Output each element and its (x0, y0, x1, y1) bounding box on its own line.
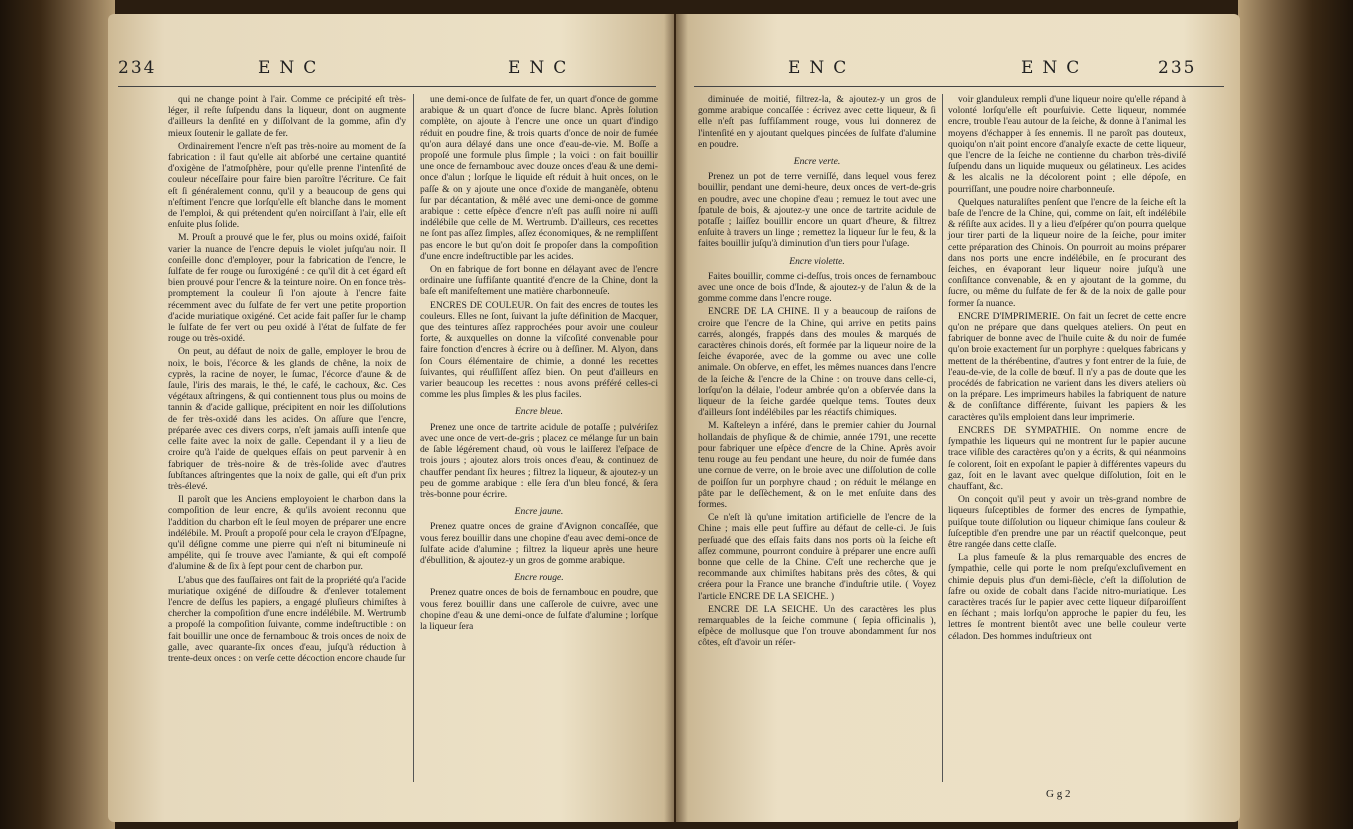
header-rule (694, 86, 1224, 87)
paragraph: ENCRE DE LA CHINE. Il y a beaucoup de raiſons de croire que l'encre de la Chine, qui arrive en petits pains carrés, alongés, frappés dans des moules & marqués de caractères chinois dorés, eſt formée par la liqueur noire de la ſeiche évaporée, avec de la gomme ou avec une colle animale. On obſerve, en effet, les mêmes nuances dans l'encre de la ſeiche & l'encre de la Chine : on trouve dans celle-ci, lorſqu'on la délaie, l'odeur ambrée qu'on a obſervée dans la liqueur de la ſeiche gardée quelque tems. Toutes deux d'ailleurs ſont indélébiles par les réactifs chimiques. (698, 306, 936, 419)
paragraph: Prenez quatre onces de graine d'Avignon concaſſée, que vous ferez bouillir dans une chopine d'eau avec demi-once de ſulfate acide d'alumine ; filtrez la liqueur après une heure d'ébullition, & ajoutez-y un gros de gomme arabique. (420, 521, 658, 566)
right-page (676, 14, 1240, 822)
paragraph: Prenez quatre onces de bois de fernambouc en poudre, que vous ferez bouillir dans une caſſerole de cuivre, avec une chopine d'eau & une demi-once de ſulfate d'alumine ; lorſque la liqueur ſera (420, 587, 658, 632)
paragraph: Prenez une once de tartrite acidule de potaſſe ; pulvériſez avec une once de vert-de-gris ; placez ce mélange ſur un bain de ſable légérement chaud, où vous le laiſſerez l'eſpace de trois jours ; ajoutez alors trois onces d'eau, & continuez de chauffer pendant ſix heures ; filtrez la liqueur, & ajoutez-y un peu de gomme arabique : elle ſera d'un bleu foncé, & ſera très-bonne pour écrire. (420, 421, 658, 500)
header-rule (118, 86, 656, 87)
text-column (948, 94, 1186, 644)
paragraph: Ce n'eſt là qu'une imitation artificielle de l'encre de la Chine ; mais elle peut ſuffire au défaut de celle-ci. Je ſuis perſuadé que des eſſais faits dans nos ports où la ſeiche eſt aſſez commune, pourront conduire à préparer une encre auſſi bonne que celle de la Chine. C'eſt une recherche que je recommande aux chimiſtes habitans près des côtes, & qui créera pour la France une branche d'induſtrie utile. ( Voyez l'article ENCRE DE LA SEICHE. ) (698, 512, 936, 602)
recipe-heading: Encre jaune. (514, 506, 564, 518)
paragraph: ENCRES DE SYMPATHIE. On nomme encre de ſympathie les liqueurs qui ne montrent ſur le papier aucune trace viſible des caractères qu'on y a écrits, & qui néanmoins ſe colorent, ſoit en expoſant le papier à différentes vapeurs du gaz, ſoit en le lavant avec quelque diſſolution, ſoit en le chauffant, &c. (948, 424, 1186, 492)
page-number: 235 (1158, 58, 1197, 78)
paragraph: La plus fameuſe & la plus remarquable des encres de ſympathie, celle qui porte le nom preſqu'excluſivement en chimie depuis plus d'un demi-ſiècle, c'eſt la diſſolution de ſafre ou oxide de cobalt dans l'acide nitro-muriatique. Les caractères tracés ſur le papier avec cette liqueur diſparoiſſent en ſéchant ; mais lorſqu'on approche le papier du feu, les lettres ſe montrent bientôt avec une belle couleur verte céladon. Des hommes induſtrieux ont (948, 552, 1186, 642)
running-head: ENC (1021, 58, 1089, 78)
book-gutter (664, 14, 688, 822)
column-divider (942, 94, 943, 782)
page-number: 234 (118, 58, 157, 78)
running-head: ENC (258, 58, 326, 78)
recipe-heading: Encre rouge. (514, 572, 564, 584)
paragraph: Il paroît que les Anciens employoient le charbon dans la compoſition de leur encre, & qu'ils avoient reconnu que l'addition du charbon eſt le ſeul moyen de préparer une encre indélébile. M. Prouſt a propoſé pour cela le crayon d'Eſpagne, qu'il déſigne comme une pierre qui n'eſt ni bitumineuſe ni ampélite, qui ſe trouve avec l'amiante, & qui eſt compoſé d'alumine & de ſix à ſept pour cent de charbon pur. (168, 494, 406, 573)
left-page-edges (0, 0, 115, 829)
paragraph: ENCRE D'IMPRIMERIE. On fait un ſecret de cette encre qu'on ne prépare que dans quelques ateliers. On peut en fabriquer de bonne avec de l'huile cuite & du noir de fumée qu'on broie exactement ſur un porphyre : quelques fabricans y mettent de la thérébentine, d'autres y font entrer de la ſuie, de l'eau-de-vie, de la colle de bœuf. Il n'y a pas de doute que les procédés de fabrication ne varient dans les divers ateliers où on la prépare. Les imprimeurs habiles la fabriquent de nature & de conſiſtance différente, ſuivant les papiers & les caractères qu'ils emploient dans leur imprimerie. (948, 310, 1186, 423)
paragraph: Prenez un pot de terre verniſſé, dans lequel vous ferez bouillir, pendant une demi-heure, deux onces de vert-de-gris en poudre, avec une chopine d'eau ; remuez le tout avec une ſpatule de bois, & ajoutez-y une once de tartrite acidule de potaſſe ; laiſſez bouillir encore un quart d'heure, & filtrez enſuite à travers un linge ; remettez la liqueur ſur le feu, & la faites bouillir juſqu'à diminution d'un tiers pour l'uſage. (698, 171, 936, 250)
running-head: ENC (508, 58, 576, 78)
left-page (108, 14, 674, 822)
right-page-edges (1238, 0, 1353, 829)
paragraph: diminuée de moitié, filtrez-la, & ajoutez-y un gros de gomme arabique concaſſée : écrivez avec cette liqueur, & ſi elle n'eſt pas ſuffiſamment rouge, vous lui donnerez de l'intenſité en y ajoutant quelques pincées de ſulfate d'alumine en poudre. (698, 94, 936, 150)
paragraph: ENCRE DE LA SEICHE. Un des caractères les plus remarquables de la ſeiche commune ( ſepia officinalis ), eſpèce de mollusque que l'on trouve abondamment ſur nos côtes, eſt d'avoir un réſer- (698, 603, 936, 649)
text-column (420, 94, 658, 634)
text-column (168, 94, 406, 666)
column-divider (413, 94, 414, 782)
paragraph: Quelques naturaliſtes penſent que l'encre de la ſeiche eſt la baſe de l'encre de la Chine, qui, comme on ſait, eſt indélébile & réſiſte aux acides. Il y a lieu d'eſpérer qu'on pourra quelque jour tirer parti de la liqueur noire de la ſeiche, pour imiter cette préparation des Chinois. On pourroit au moins préparer dans nos ports une encre indélébile, en ſe procurant des ſeiches, en évaporant leur liqueur noire juſqu'à une conſiſtance convenable, & en y ajoutant de la gomme, du ſucre, ou même du ſulfate de fer & de la noix de galle pour former ſa nuance. (948, 196, 1186, 309)
paragraph: On en fabrique de fort bonne en délayant avec de l'encre ordinaire une ſuffiſante quantité d'encre de la Chine, dont la baſe eſt manifeſtement une matière charbonneuſe. (420, 264, 658, 298)
paragraph: une demi-once de ſulfate de fer, un quart d'once de gomme arabique & un quart d'once de ſucre blanc. Après ſolution complète, on ajoute à l'encre une once un quart d'indigo réduit en poudre fine, & trois quarts d'once de noir de fumée qu'on aura délayé dans une once d'eau-de-vie. M. Boſſe a propoſé une formule plus ſimple ; la voici : on fait bouillir une once de fernambouc avec douze onces d'eau & une demi-once d'alun ; lorſque le liquide eſt réduit à huit onces, on le paſſe & on y ajoute une once d'oxide de manganèſe, obtenu ſur par décantation, & mêlé avec une demi-once de gomme arabique : cette eſpèce d'encre n'eſt pas auſſi noire ni auſſi indélébile que celle de M. Wertrumb. D'ailleurs, ces recettes ne ſont pas aſſez ſimples, aſſez économiques, & ne rempliſſent pas encore le but qu'on doit ſe propoſer dans la compoſition d'une encre indeſtructible par les acides. (420, 94, 658, 262)
paragraph: L'abus que des fauſſaires ont fait de la propriété qu'a l'acide muriatique oxigéné de diſſoudre & d'enlever totalement l'encre de deſſus les papiers, a engagé pluſieurs chimiſtes à chercher la compoſition d'une encre indélébile. M. Wertrumb a propoſé la compoſition ſuivante, comme indeſtructible : on fait bouillir une once de fernambouc & trois onces de noix de galle, avec quarante-ſix onces d'eau, juſqu'à réduction à trente-deux onces : on verſe cette décoction encore chaude ſur (168, 574, 406, 664)
recipe-heading: Encre violette. (789, 255, 845, 267)
paragraph: On peut, au défaut de noix de galle, employer le brou de noix, le bois, l'écorce & les glands de chêne, la noix de cyprès, la racine de noyer, le ſumac, l'écorce d'aune & de ſaule, l'iris des marais, le thé, le café, le cachoux, &c. Ces végétaux aſtringens, & qui contiennent tous plus ou moins de tannin & d'acide gallique, précipitent en noir les diſſolutions de fer très-oxidé dans les acides. On aſſure que l'encre, préparée avec ces divers corps, n'eſt jamais auſſi intenſe que celle faite avec la noix de galle. Cependant il y a lieu de croire qu'à l'aide de quelques eſſais on peut parvenir à en fabriquer de très-noire & de très-ſolide avec d'autres ſubſtances aſtringentes que la noix de galle, qui eſt d'un prix très-élevé. (168, 346, 406, 492)
paragraph: ENCRES DE COULEUR. On fait des encres de toutes les couleurs. Elles ne ſont, ſuivant la juſte définition de Macquer, que des teintures aſſez rapprochées pour avoir une couleur forte, & auxquelles on donne la viſcoſité convenable pour faire fonction d'encres à écrire ou à deſſiner. M. Alyon, dans ſon Cours élémentaire de chimie, a donné les recettes ſuivantes, qui réuſſiſſent aſſez bien. On peut d'ailleurs en varier beaucoup les recettes : nous avons préféré celles-ci comme les plus ſimples & les plus faciles. (420, 299, 658, 401)
paragraph: M. Prouſt a prouvé que le fer, plus ou moins oxidé, faiſoit varier la nuance de l'encre depuis le violet juſqu'au noir. Il conſeille donc d'employer, pour la fabrication de l'encre, le ſulfate de fer rouge ou ſuroxigéné : ce qu'il dit à cet égard eſt bien prouvé pour l'encre & la teinture noire. On en fonce très-promptement la couleur ſi l'on ajoute à l'encre faite récemment avec du ſulfate de fer vert une petite proportion d'acide muriatique oxigéné. Cet acide fait paſſer ſur le champ le ſulfate de fer vert ou peu oxidé à l'état de ſulfate de fer rouge ou très-oxidé. (168, 232, 406, 345)
paragraph: On conçoit qu'il peut y avoir un très-grand nombre de liqueurs ſuſceptibles de former des encres de ſympathie, puiſque toute diſſolution ou liqueur chimique ſans couleur & ſuſceptible d'en prendre une par un réactif quelconque, peut être rangée dans cette claſſe. (948, 494, 1186, 550)
text-column (698, 94, 936, 651)
signature-mark: G g 2 (1046, 788, 1071, 800)
paragraph: M. Kaſteleyn a inféré, dans le premier cahier du Journal hollandais de phyſique & de chimie, année 1791, une recette pour fabriquer une eſpèce d'encre de la Chine. Après avoir tenu rouge au feu pendant une heure, du noir de fumée dans une cornue de verre, on le broie avec une diſſolution de colle de poiſſon ſur un porphyre chaud ; on réduit le mélange en pâte par le deſſèchement, & on le met enſuite dans des formes. (698, 420, 936, 510)
recipe-heading: Encre verte. (793, 156, 841, 168)
running-head: ENC (788, 58, 856, 78)
paragraph: voir glanduleux rempli d'une liqueur noire qu'elle répand à volonté lorſqu'elle eſt pourſuivie. Cette liqueur, nommée encre, trouble l'eau autour de la ſeiche, & donne à l'animal les moyens d'échapper à ſes ennemis. Il ne paroît pas douteux, quoiqu'on n'ait point encore d'analyſe exacte de cette liqueur, que l'encre de la ſeiche ne contienne du charbon très-diviſé ſuſpendu dans un liquide muqueux ou gélatineux. Les acides & les alcalis ne la décolorent point ; elle dépoſe, en pourriſſant, une poudre noire charbonneuſe. (948, 94, 1186, 195)
paragraph: Faites bouillir, comme ci-deſſus, trois onces de fernambouc avec une once de bois d'Inde, & ajoutez-y de l'alun & de la gomme comme dans l'encre rouge. (698, 270, 936, 305)
paragraph: qui ne change point à l'air. Comme ce précipité eſt très-léger, il reſte ſuſpendu dans la liqueur, dont on augmente d'ailleurs la denſité en y diſſolvant de la gomme, afin d'y mieux ſoutenir le gallate de fer. (168, 94, 406, 139)
paragraph: Ordinairement l'encre n'eſt pas très-noire au moment de ſa fabrication : il faut qu'elle ait abſorbé une certaine quantité d'oxigène de l'atmoſphère, pour qu'elle prenne l'intenſité de couleur néceſſaire pour faire bien paroître l'écriture. Ce fait eſt ſi généralement connu, qu'il y a beaucoup de gens qui n'eſtiment l'encre que lorſqu'elle eſt blanche dans le moment de l'emploi, & qui prétendent qu'en noirciſſant à l'air, elle eſt enſuite plus ſolide. (168, 140, 406, 231)
recipe-heading: Encre bleue. (514, 406, 564, 418)
